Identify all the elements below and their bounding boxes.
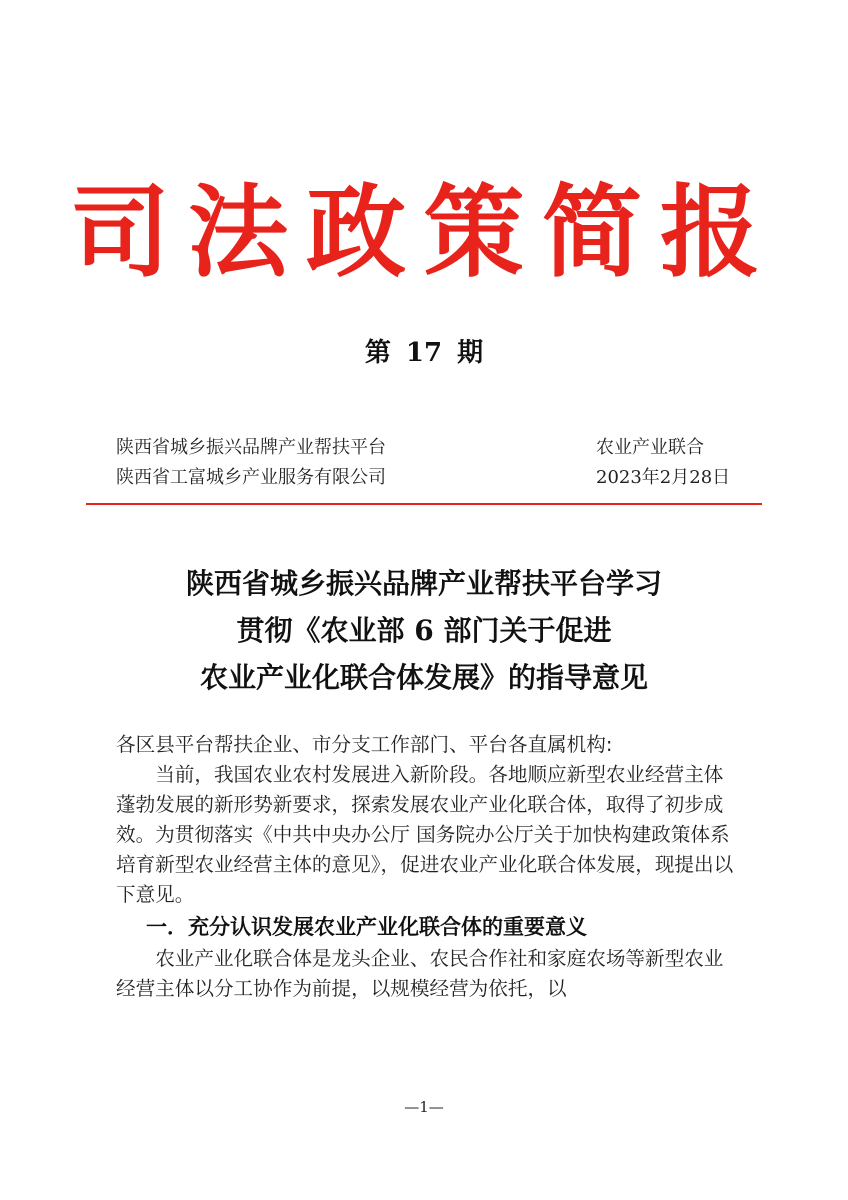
issue-date: 2023年2月28日 <box>596 467 731 488</box>
issuer-organizations <box>116 433 386 493</box>
title-line: 农业产业化联合体发展》的指导意见 <box>199 661 648 694</box>
page-number: —1— <box>404 1098 444 1116</box>
title-line: 贯彻《农业部 6 部门关于促进 <box>236 614 612 647</box>
document-title <box>90 560 758 701</box>
red-divider <box>86 503 762 505</box>
section-heading: 一．充分认识发展农业产业化联合体的重要意义 <box>146 915 587 939</box>
salutation: 各区县平台帮扶企业、市分支工作部门、平台各直属机构: <box>116 733 613 756</box>
body-paragraph: 当前，我国农业农村发展进入新阶段。各地顺应新型农业经营主体蓬勃发展的新形势新要求，探索发展农业产业化联合体，取得了初步成效。为贯彻落实《中共中央办公厅 国务院办公厅关于加快构建政策体系培育新型农业经营主体的意见》，促进农业产业化联合体发展，现提出以下意见。 <box>116 763 734 906</box>
masthead-title: 司法政策简报 <box>70 173 778 291</box>
issue-number: 第 17 期 <box>364 338 484 368</box>
body-paragraph: 农业产业化联合体是龙头企业、农民合作社和家庭农场等新型农业经营主体以分工协作为前提，以规模经营为依托，以 <box>116 947 724 1000</box>
document-body <box>116 730 736 1004</box>
issuer-line: 陕西省工富城乡产业服务有限公司 <box>116 467 386 488</box>
issuer-info <box>596 433 730 493</box>
issuer-line: 陕西省城乡振兴品牌产业帮扶平台 <box>116 437 386 458</box>
issuer-department: 农业产业联合 <box>596 437 704 458</box>
title-line: 陕西省城乡振兴品牌产业帮扶平台学习 <box>185 567 662 600</box>
